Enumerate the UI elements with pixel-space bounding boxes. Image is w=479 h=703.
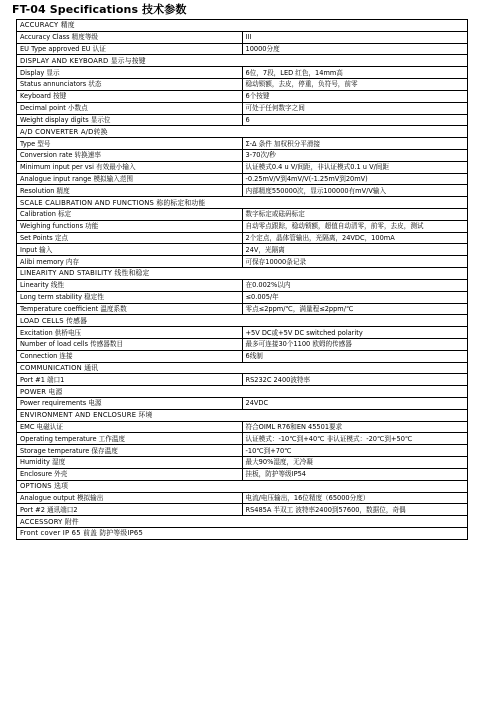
spec-value: Σ-Δ 条件 加权积分平滑接 <box>242 138 468 150</box>
section-header: COMMUNICATION 通讯 <box>17 362 468 374</box>
spec-label: Number of load cells 传感器数目 <box>17 338 243 350</box>
spec-row <box>17 350 468 362</box>
spec-value: 自动零点跟踪，稳动锁额，超值自动清零，前零，去皮，测试 <box>242 220 468 232</box>
section-header: POWER 电源 <box>17 386 468 398</box>
spec-row <box>17 244 468 256</box>
spec-row <box>17 374 468 386</box>
spec-label: Operating temperature 工作温度 <box>17 433 243 445</box>
section-header: LOAD CELLS 传感器 <box>17 315 468 327</box>
section-header-row <box>17 409 468 421</box>
section-header-row <box>17 20 468 32</box>
spec-row <box>17 398 468 410</box>
spec-row <box>17 31 468 43</box>
spec-label: Storage temperature 保存温度 <box>17 445 243 457</box>
spec-row <box>17 232 468 244</box>
spec-label: Port #2 通讯端口2 <box>17 504 243 516</box>
spec-row <box>17 209 468 221</box>
spec-label: Input 输入 <box>17 244 243 256</box>
spec-label: Long term stability 稳定性 <box>17 291 243 303</box>
spec-value: 6线制 <box>242 350 468 362</box>
spec-value: ≤0.005/年 <box>242 291 468 303</box>
spec-label: EU Type approved EU 认证 <box>17 43 243 55</box>
spec-label: Type 型号 <box>17 138 243 150</box>
spec-row <box>17 185 468 197</box>
spec-value: 认证模式：-10℃到+40℃ 非认证模式：-20℃到+50℃ <box>242 433 468 445</box>
spec-row <box>17 291 468 303</box>
section-header-row <box>17 126 468 138</box>
spec-row <box>17 90 468 102</box>
spec-value: 可保存10000条记录 <box>242 256 468 268</box>
spec-row <box>17 327 468 339</box>
spec-value: 稳动锁额，去皮，停重，负符号，前零 <box>242 79 468 91</box>
spec-label: Analogue output 模拟输出 <box>17 492 243 504</box>
spec-row <box>17 338 468 350</box>
spec-label: Alibi memory 内存 <box>17 256 243 268</box>
spec-row <box>17 220 468 232</box>
spec-label: Linearity 线性 <box>17 279 243 291</box>
section-header: SCALE CALIBRATION AND FUNCTIONS 称的标定和功能 <box>17 197 468 209</box>
spec-row <box>17 303 468 315</box>
section-header: ACCURACY 精度 <box>17 20 468 32</box>
spec-row <box>17 445 468 457</box>
section-header: OPTIONS 选项 <box>17 480 468 492</box>
spec-row <box>17 457 468 469</box>
spec-label: Port #1 端口1 <box>17 374 243 386</box>
spec-label: Connection 连接 <box>17 350 243 362</box>
section-header-row <box>17 480 468 492</box>
spec-value: 3-70次/秒 <box>242 149 468 161</box>
spec-row <box>17 256 468 268</box>
section-header: DISPLAY AND KEYBOARD 显示与按键 <box>17 55 468 67</box>
spec-value: 10000分度 <box>242 43 468 55</box>
spec-table-body <box>17 20 468 540</box>
spec-value: 零点≤2ppm/℃，满量程≤2ppm/℃ <box>242 303 468 315</box>
spec-value: 认证模式0.4 u V/间距，非认证模式0.1 u V/间距 <box>242 161 468 173</box>
spec-label: Conversion rate 转换速率 <box>17 149 243 161</box>
section-header: A/D CONVERTER A/D转换 <box>17 126 468 138</box>
spec-value: RS232C 2400波特率 <box>242 374 468 386</box>
spec-label: EMC 电磁认证 <box>17 421 243 433</box>
section-header: ACCESSORY 附件 <box>17 516 468 528</box>
spec-row <box>17 43 468 55</box>
spec-label: Set Points 定点 <box>17 232 243 244</box>
spec-row <box>17 173 468 185</box>
spec-table <box>16 19 468 540</box>
spec-row <box>17 102 468 114</box>
spec-label: Analogue input range 模拟输入范围 <box>17 173 243 185</box>
spec-label: Enclosure 外壳 <box>17 468 243 480</box>
section-header-row <box>17 197 468 209</box>
spec-value: 可处于任何数字之间 <box>242 102 468 114</box>
section-header-row <box>17 268 468 280</box>
spec-label: Status annunciators 状态 <box>17 79 243 91</box>
section-header: ENVIRONMENT AND ENCLOSURE 环境 <box>17 409 468 421</box>
spec-row <box>17 492 468 504</box>
spec-label: Temperature coefficient 温度系数 <box>17 303 243 315</box>
spec-value: 6位，7段，LED 红色，14mm高 <box>242 67 468 79</box>
spec-value: 6 <box>242 114 468 126</box>
spec-value: -10℃到+70℃ <box>242 445 468 457</box>
spec-value: +5V DC或+5V DC switched polarity <box>242 327 468 339</box>
spec-row <box>17 468 468 480</box>
section-header-row <box>17 516 468 528</box>
spec-value: 最大90%湿度，无冷凝 <box>242 457 468 469</box>
spec-value: 符合OIML R76和EN 45501要求 <box>242 421 468 433</box>
section-header-row <box>17 527 468 539</box>
section-header: LINEARITY AND STABILITY 线性和稳定 <box>17 268 468 280</box>
spec-label: Accuracy Class 精度等级 <box>17 31 243 43</box>
spec-row <box>17 279 468 291</box>
spec-value: 挂板，防护等级IP54 <box>242 468 468 480</box>
section-header-row <box>17 55 468 67</box>
section-header-row <box>17 362 468 374</box>
spec-label: Calibration 标定 <box>17 209 243 221</box>
spec-value: III <box>242 31 468 43</box>
spec-row <box>17 504 468 516</box>
spec-label: Decimal point 小数点 <box>17 102 243 114</box>
spec-label: Display 显示 <box>17 67 243 79</box>
spec-value: -0.25mV/V到4mV/V(-1.25mV到20mV) <box>242 173 468 185</box>
spec-label: Excitation 供桥电压 <box>17 327 243 339</box>
spec-label: Power requirements 电源 <box>17 398 243 410</box>
section-header: Front cover IP 65 前盖 防护等级IP65 <box>17 527 468 539</box>
spec-row <box>17 79 468 91</box>
spec-label: Keyboard 按键 <box>17 90 243 102</box>
page-title: FT-04 Specifications 技术参数 <box>12 3 187 16</box>
spec-value: 电流/电压输出，16位精度（65000分度） <box>242 492 468 504</box>
spec-row <box>17 433 468 445</box>
spec-value: 24V，光隔离 <box>242 244 468 256</box>
spec-value: 6个按键 <box>242 90 468 102</box>
spec-value: 2个定点，晶体管输出，光隔离，24VDC，100mA <box>242 232 468 244</box>
spec-label: Weighing functions 功能 <box>17 220 243 232</box>
spec-row <box>17 161 468 173</box>
section-header-row <box>17 386 468 398</box>
spec-row <box>17 421 468 433</box>
spec-label: Minimum input per vsi 有效最小输入 <box>17 161 243 173</box>
spec-value: 24VDC <box>242 398 468 410</box>
spec-row <box>17 138 468 150</box>
spec-label: Weight display digits 显示位 <box>17 114 243 126</box>
spec-label: Humidity 湿度 <box>17 457 243 469</box>
spec-row <box>17 67 468 79</box>
spec-label: Resolution 精度 <box>17 185 243 197</box>
spec-value: 内部精度550000次，显示100000有mV/V输入 <box>242 185 468 197</box>
spec-value: 数字标定或砝码标定 <box>242 209 468 221</box>
spec-row <box>17 149 468 161</box>
section-header-row <box>17 315 468 327</box>
spec-value: 最多可连接30个1100 欧姆的传感器 <box>242 338 468 350</box>
spec-row <box>17 114 468 126</box>
spec-value: RS485A 半双工 波特率2400到57600，数据位，奇偶 <box>242 504 468 516</box>
spec-value: 在0.002%以内 <box>242 279 468 291</box>
